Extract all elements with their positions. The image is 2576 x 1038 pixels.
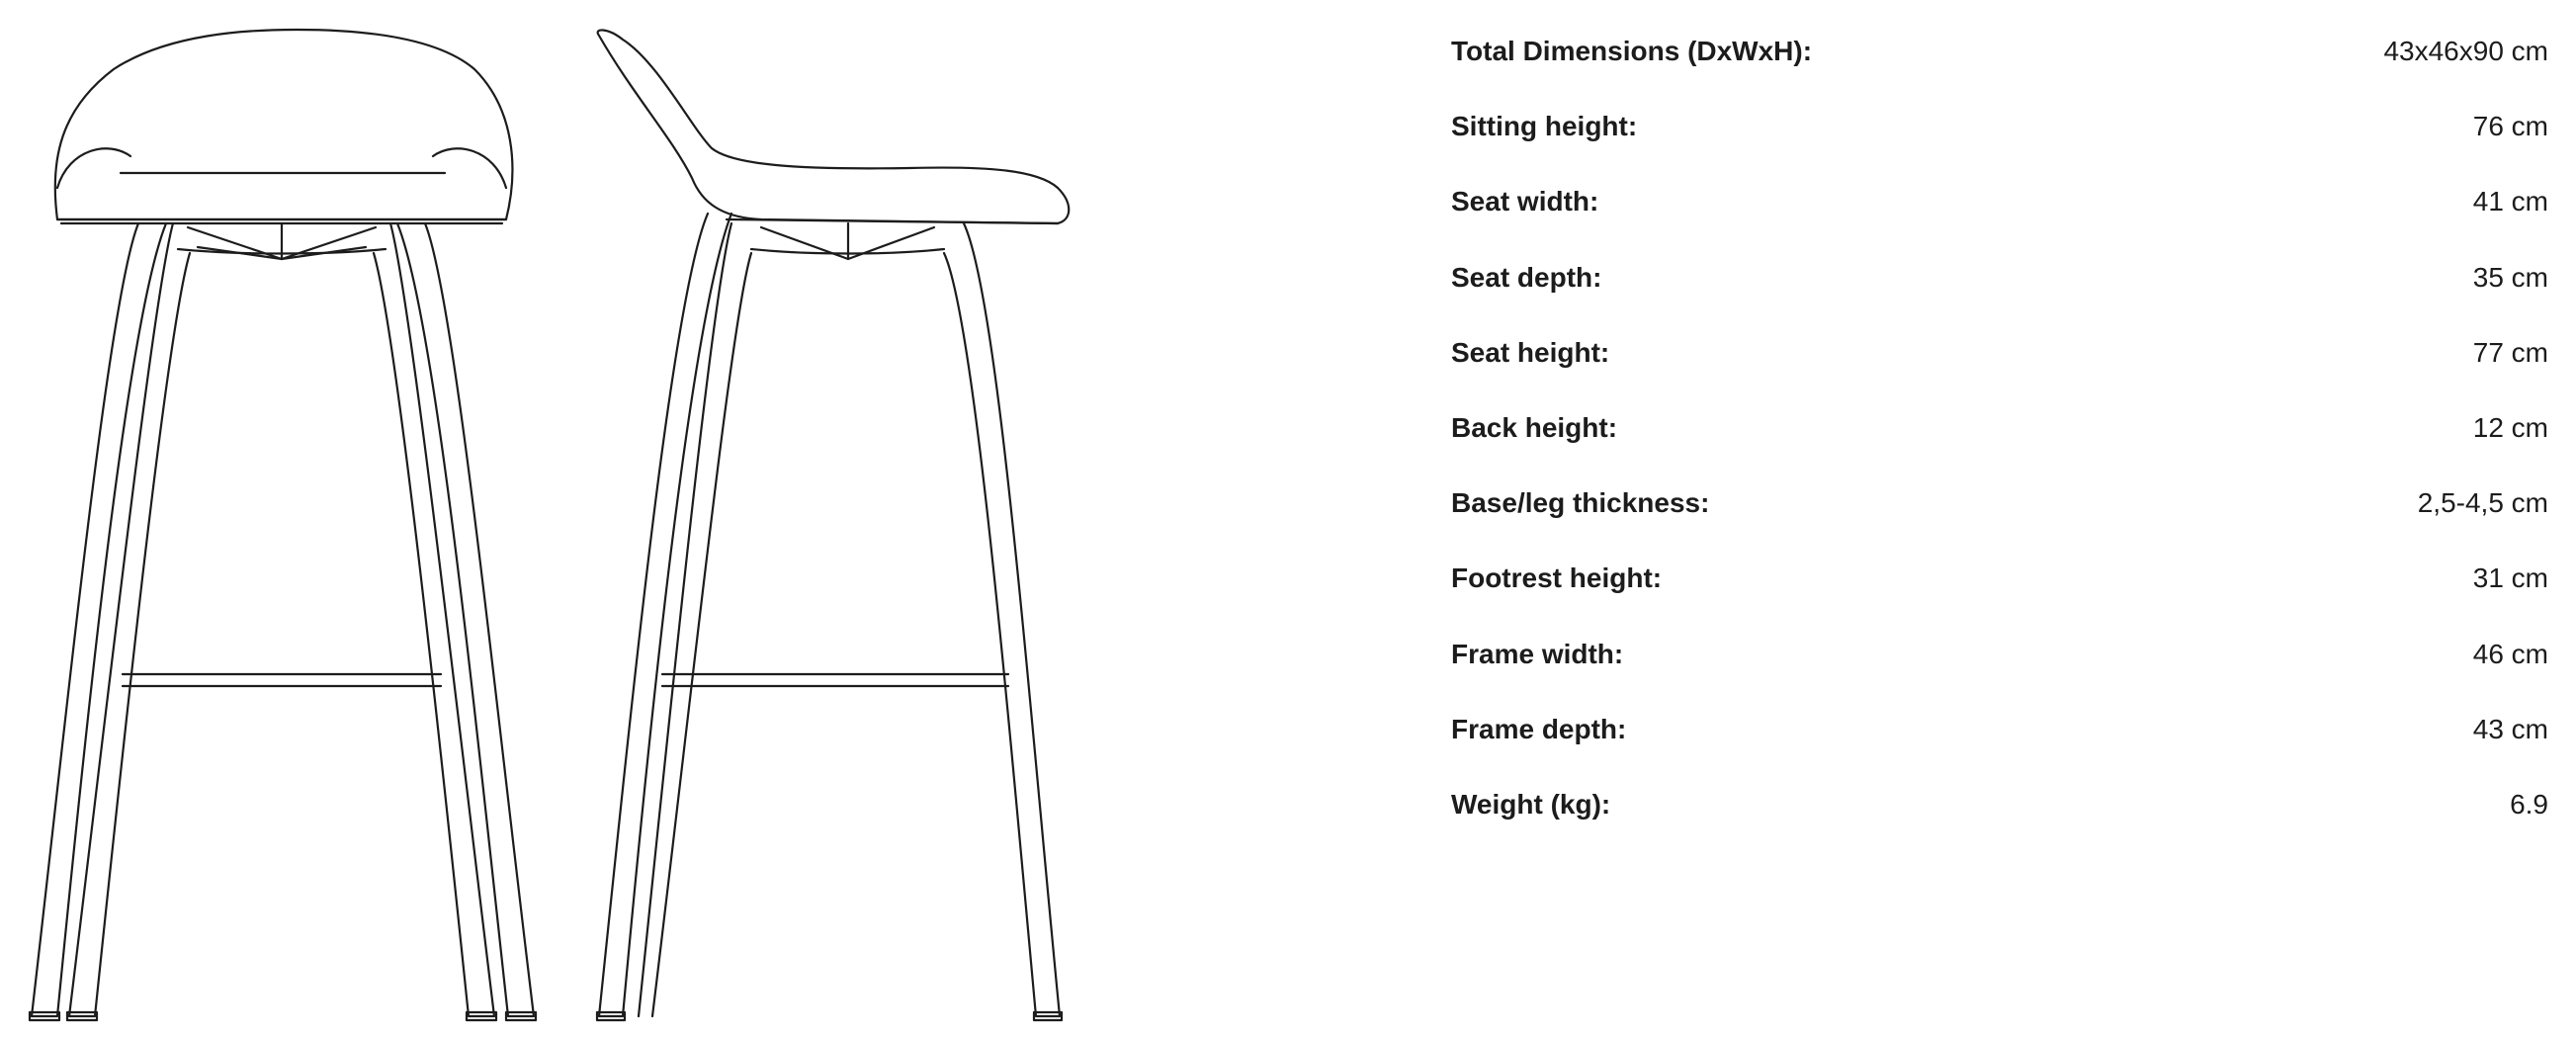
spec-row-base-leg-thickness bbox=[1451, 466, 2548, 541]
front-seat-shell bbox=[55, 30, 513, 219]
spec-row-frame-width bbox=[1451, 617, 2548, 692]
spec-row-total-dimensions bbox=[1451, 14, 2548, 89]
spec-value: 31 cm bbox=[2472, 562, 2548, 594]
spec-value: 41 cm bbox=[2472, 186, 2548, 217]
spec-value: 43 cm bbox=[2472, 713, 2548, 744]
spec-label: Base/leg thickness: bbox=[1451, 487, 1710, 519]
front-seat-right-curl bbox=[433, 148, 506, 188]
spec-row-sitting-height bbox=[1451, 89, 2548, 164]
spec-label: Frame width: bbox=[1451, 638, 1624, 669]
spec-row-back-height bbox=[1451, 390, 2548, 466]
spec-label: Seat height: bbox=[1451, 336, 1610, 368]
spec-value: 35 cm bbox=[2472, 261, 2548, 293]
front-leg-inner-right bbox=[374, 223, 494, 1016]
front-leg-outer-left bbox=[32, 223, 166, 1016]
spec-value: 43x46x90 cm bbox=[2383, 36, 2548, 67]
front-leg-inner-left bbox=[69, 223, 190, 1016]
spec-value: 2,5-4,5 cm bbox=[2417, 487, 2548, 519]
spec-value: 6.9 bbox=[2510, 788, 2548, 820]
specifications-table bbox=[1451, 14, 2548, 842]
spec-row-seat-height bbox=[1451, 315, 2548, 390]
spec-row-frame-depth bbox=[1451, 692, 2548, 767]
side-leg-front bbox=[599, 214, 731, 1016]
spec-value: 12 cm bbox=[2472, 412, 2548, 444]
front-seat-left-curl bbox=[57, 148, 130, 188]
spec-label: Seat depth: bbox=[1451, 261, 1602, 293]
side-seat-shell bbox=[598, 30, 1070, 223]
stool-front-view bbox=[30, 30, 536, 1020]
spec-label: Weight (kg): bbox=[1451, 788, 1611, 820]
side-seat-bottom bbox=[727, 219, 1058, 223]
spec-label: Frame depth: bbox=[1451, 713, 1627, 744]
spec-value: 46 cm bbox=[2472, 638, 2548, 669]
side-leg-back bbox=[944, 223, 1060, 1016]
spec-row-footrest-height bbox=[1451, 541, 2548, 616]
bar-stool-line-drawings bbox=[0, 0, 1107, 1038]
spec-label: Back height: bbox=[1451, 412, 1618, 444]
spec-label: Footrest height: bbox=[1451, 562, 1663, 594]
spec-row-seat-depth bbox=[1451, 240, 2548, 315]
spec-label: Total Dimensions (DxWxH): bbox=[1451, 36, 1813, 67]
spec-row-seat-width bbox=[1451, 164, 2548, 239]
spec-value: 76 cm bbox=[2472, 111, 2548, 142]
spec-label: Seat width: bbox=[1451, 186, 1599, 217]
spec-value: 77 cm bbox=[2472, 336, 2548, 368]
front-leg-outer-right bbox=[397, 223, 534, 1016]
spec-label: Sitting height: bbox=[1451, 111, 1638, 142]
spec-row-weight bbox=[1451, 767, 2548, 842]
stool-side-view bbox=[597, 30, 1069, 1020]
